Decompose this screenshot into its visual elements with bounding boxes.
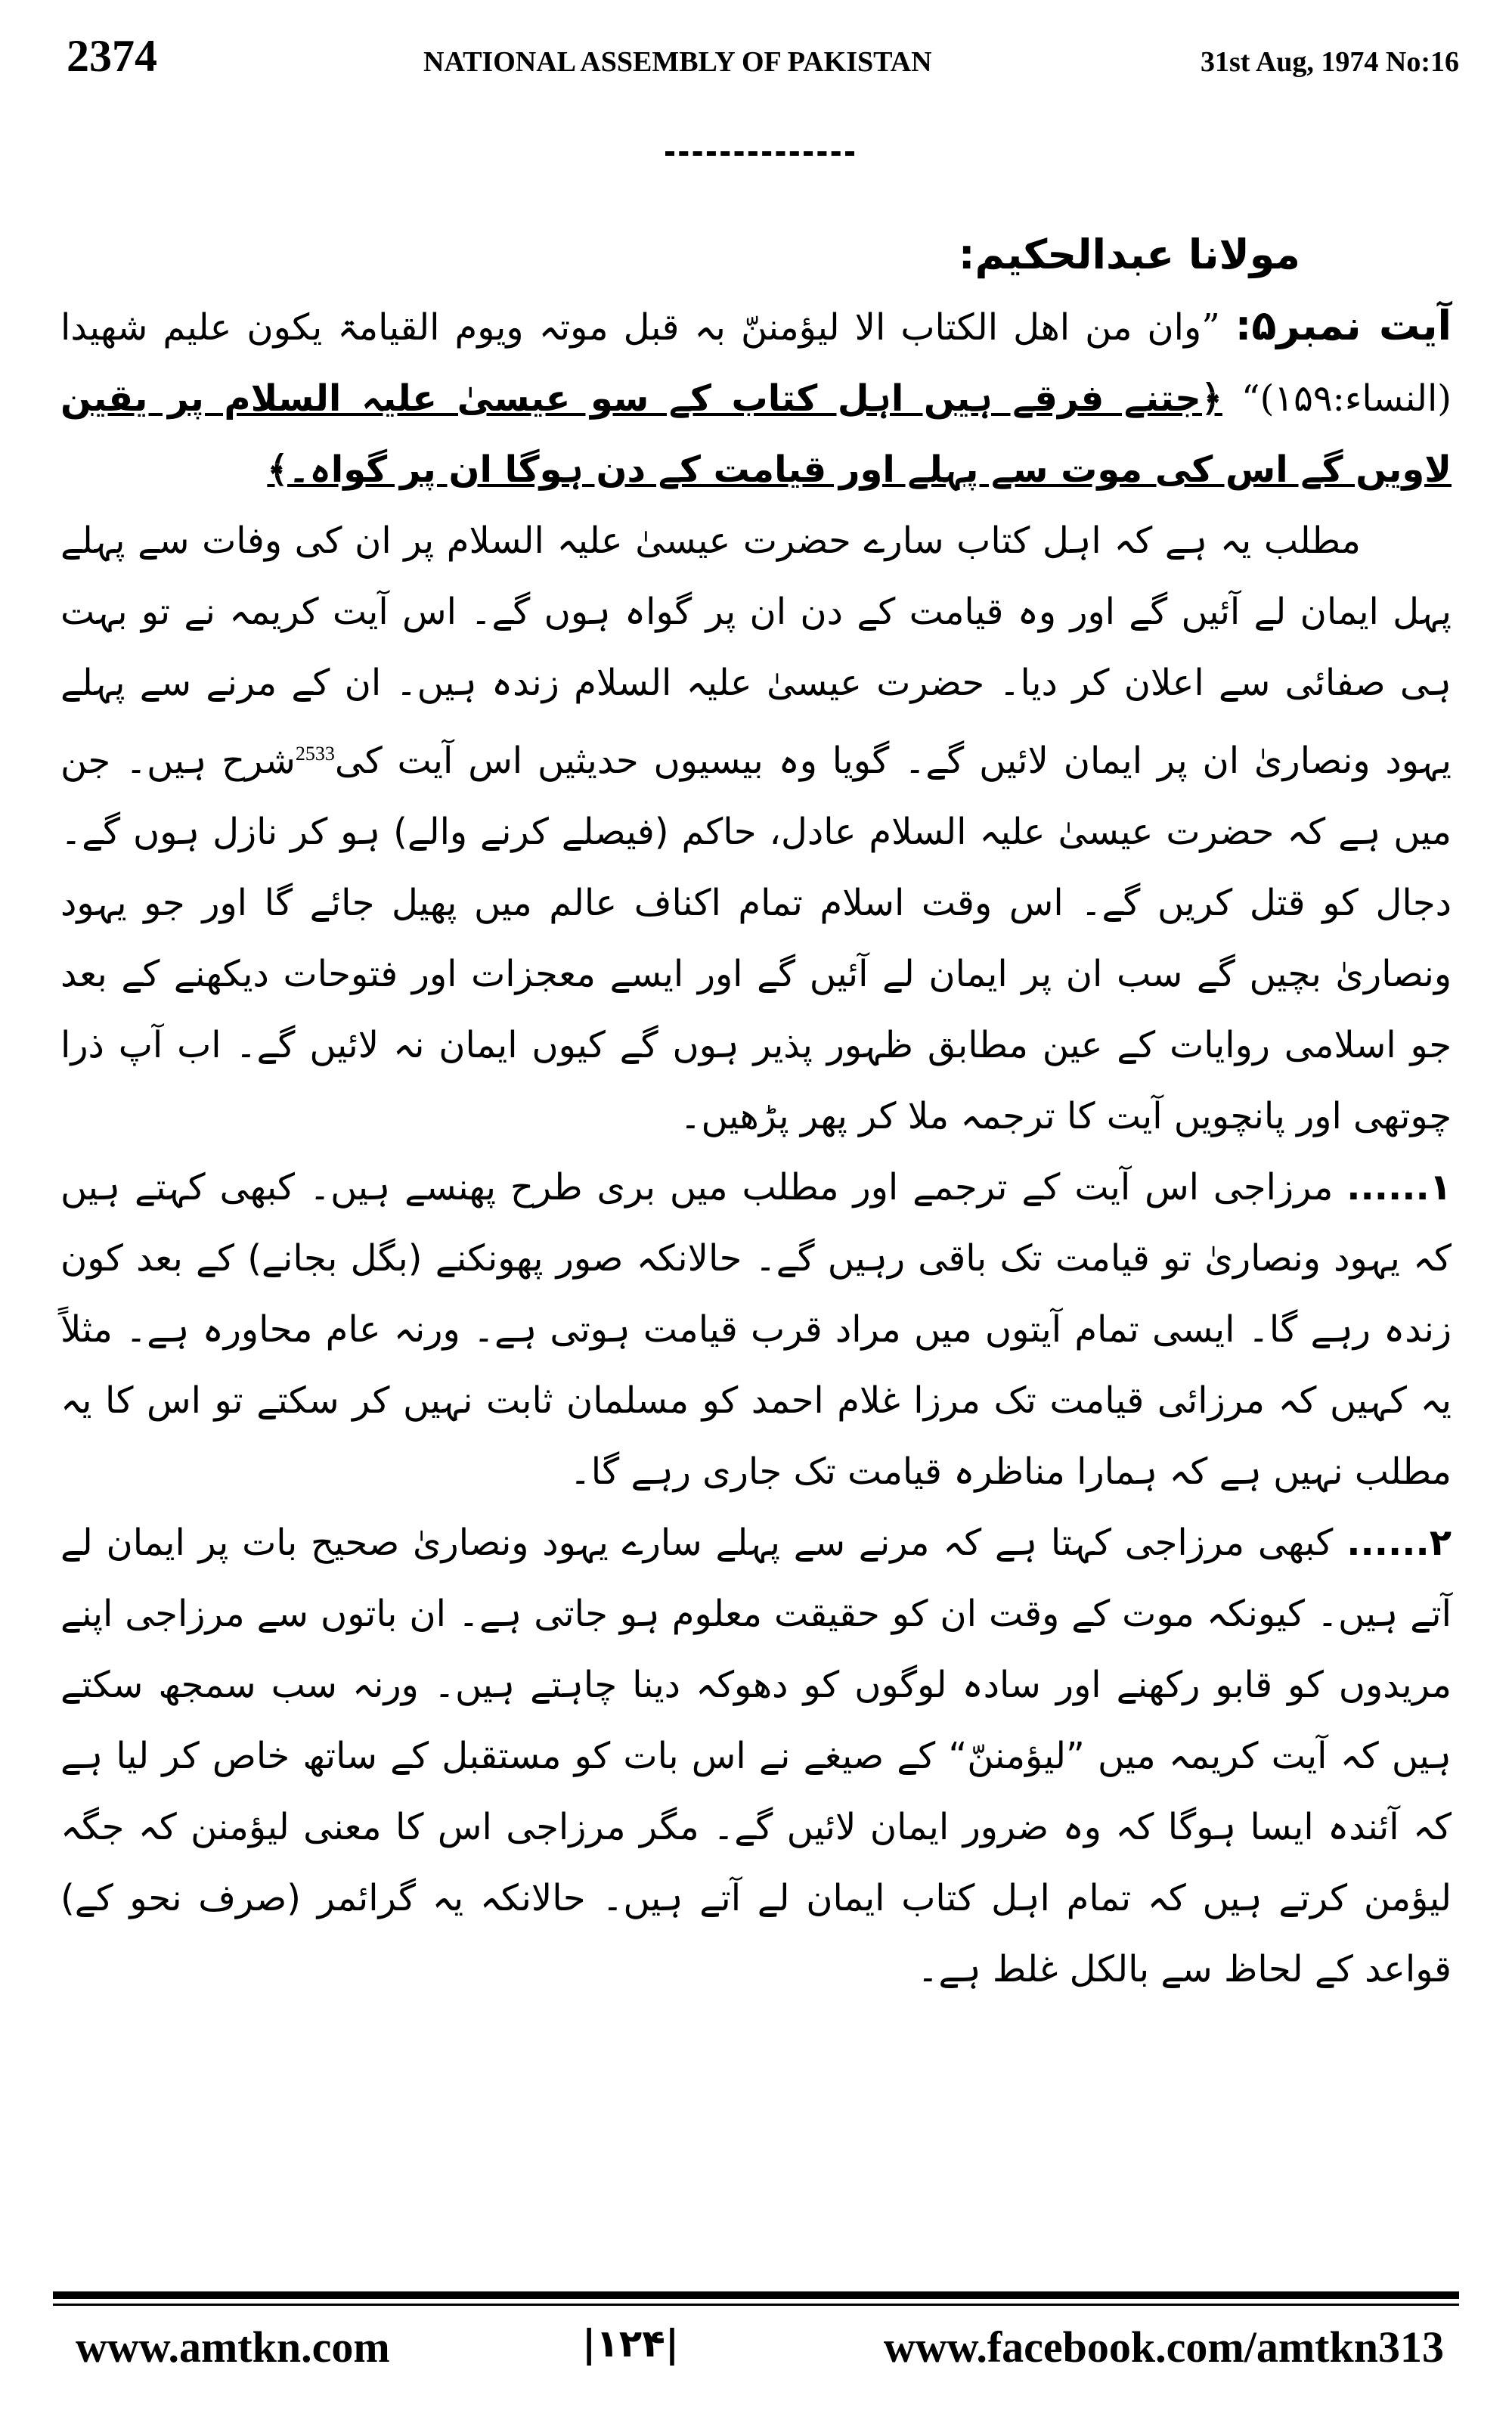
- footer-rule-thin: [53, 2304, 1459, 2306]
- verse-block: [60, 290, 1452, 505]
- verse-arabic: ”وان من اھل الکتاب الا لیؤمننّ بہ قبل موتہ ویوم القیامۃ یکون علیم شھیدا (النساء:۱۵۹)“: [60, 306, 1452, 420]
- point-1-text: مرزاجی اس آیت کے ترجمے اور مطلب میں بری طرح پھنسے ہیں۔ کبھی کہتے ہیں کہ یہود ونصاریٰ تو قیامت تک باقی رہیں گے۔ حالانکہ صور پھونکنے (بگل بجانے) کے بعد کون زندہ رہے گا۔ ایسی تمام آیتوں میں مراد قرب قیامت ہوتی ہے۔ ورنہ عام محاورہ ہے۔ مثلاً یہ کہیں کہ مرزائی قیامت تک مرزا غلام احمد کو مسلمان ثابت نہیں کر سکتے تو اس کا یہ مطلب نہیں ہے کہ ہمارا مناظرہ قیامت تک جاری رہے گا۔: [60, 1166, 1452, 1493]
- section-separator: [665, 151, 854, 156]
- point-2-number: ۲......: [1346, 1522, 1452, 1564]
- running-title: NATIONAL ASSEMBLY OF PAKISTAN: [423, 46, 932, 78]
- verse-translation: ﴿جتنے فرقے ہیں اہل کتاب کے سو عیسیٰ علیہ السلام پر یقین لاویں گے اس کی موت سے پہلے اور قیامت کے دن ہوگا ان پر گواہ۔﴾: [60, 377, 1452, 491]
- page-header: [53, 30, 1459, 91]
- point-2: [60, 1507, 1452, 2005]
- footer-website-link[interactable]: www.amtkn.com: [76, 2322, 390, 2372]
- verse-label: آیت نمبر۵:: [1235, 302, 1452, 349]
- explanation-text-b: شرح ہیں۔ جن میں ہے کہ حضرت عیسیٰ علیہ السلام عادل، حاکم (فیصلے کرنے والے) ہو کر نازل ہوں گے۔ دجال کو قتل کریں گے۔ اس وقت اسلام تمام اکناف عالم میں پھیل جائے گا اور جو یہود ونصاریٰ بچیں گے سب ان پر ایمان لے آئیں گے اور ایسے معجزات اور فتوحات دیکھنے کے بعد جو اسلامی روایات کے عین مطابق ظہور پذیر ہوں گے کیوں ایمان نہ لائیں گے۔ اب آپ ذرا چوتھی اور پانچویں آیت کا ترجمہ ملا کر پھر پڑھیں۔: [60, 740, 1452, 1137]
- point-1: [60, 1152, 1452, 1507]
- document-body: [60, 219, 1452, 2005]
- footer-rule-thick: [53, 2291, 1459, 2299]
- explanation-paragraph: [60, 505, 1452, 1152]
- point-2-text: کبھی مرزاجی کہتا ہے کہ مرنے سے پہلے سارے یہود ونصاریٰ صحیح بات پر ایمان لے آتے ہیں۔ کیونکہ موت کے وقت ان کو حقیقت معلوم ہو جاتی ہے۔ ان باتوں سے مرزاجی اپنے مریدوں کو قابو رکھنے اور سادہ لوگوں کو دھوکہ دینا چاہتے ہیں۔ ورنہ سب سمجھ سکتے ہیں کہ آیت کریمہ میں ”لیؤمننّ“ کے صیغے نے اس بات کو مستقبل کے ساتھ خاص کر لیا ہے کہ آئندہ ایسا ہوگا کہ وہ ضرور ایمان لائیں گے۔ مگر مرزاجی اس کا معنی لیؤمنن کہ جگہ لیؤمن کرتے ہیں کہ تمام اہل کتاب ایمان لے آتے ہیں۔ حالانکہ یہ گرائمر (صرف نحو کے) قواعد کے لحاظ سے بالکل غلط ہے۔: [60, 1522, 1452, 1990]
- footer-facebook-link[interactable]: www.facebook.com/amtkn313: [883, 2322, 1444, 2372]
- speaker-name: مولانا عبدالحکیم:: [958, 231, 1300, 278]
- explanation-text-a: مطلب یہ ہے کہ اہل کتاب سارے حضرت عیسیٰ علیہ السلام پر ان کی وفات سے پہلے پہل ایمان لے آئیں گے اور وہ قیامت کے دن ان پر گواہ ہوں گے۔ اس آیت کریمہ نے تو بہت ہی صفائی سے اعلان کر دیا۔ حضرت عیسیٰ علیہ السلام زندہ ہیں۔ ان کے مرنے سے پہلے یہود ونصاریٰ ان پر ایمان لائیں گے۔ گویا وہ بیسیوں حدیثیں اس آیت کی: [60, 520, 1452, 782]
- page-footer: [53, 2322, 1459, 2382]
- footer-page-marker: |۱۲۴|: [582, 2322, 680, 2366]
- point-1-number: ۱......: [1346, 1166, 1452, 1208]
- page-number: 2374: [67, 31, 157, 81]
- footnote-reference: 2533: [295, 743, 335, 765]
- date-issue: 31st Aug, 1974 No:16: [1200, 46, 1459, 78]
